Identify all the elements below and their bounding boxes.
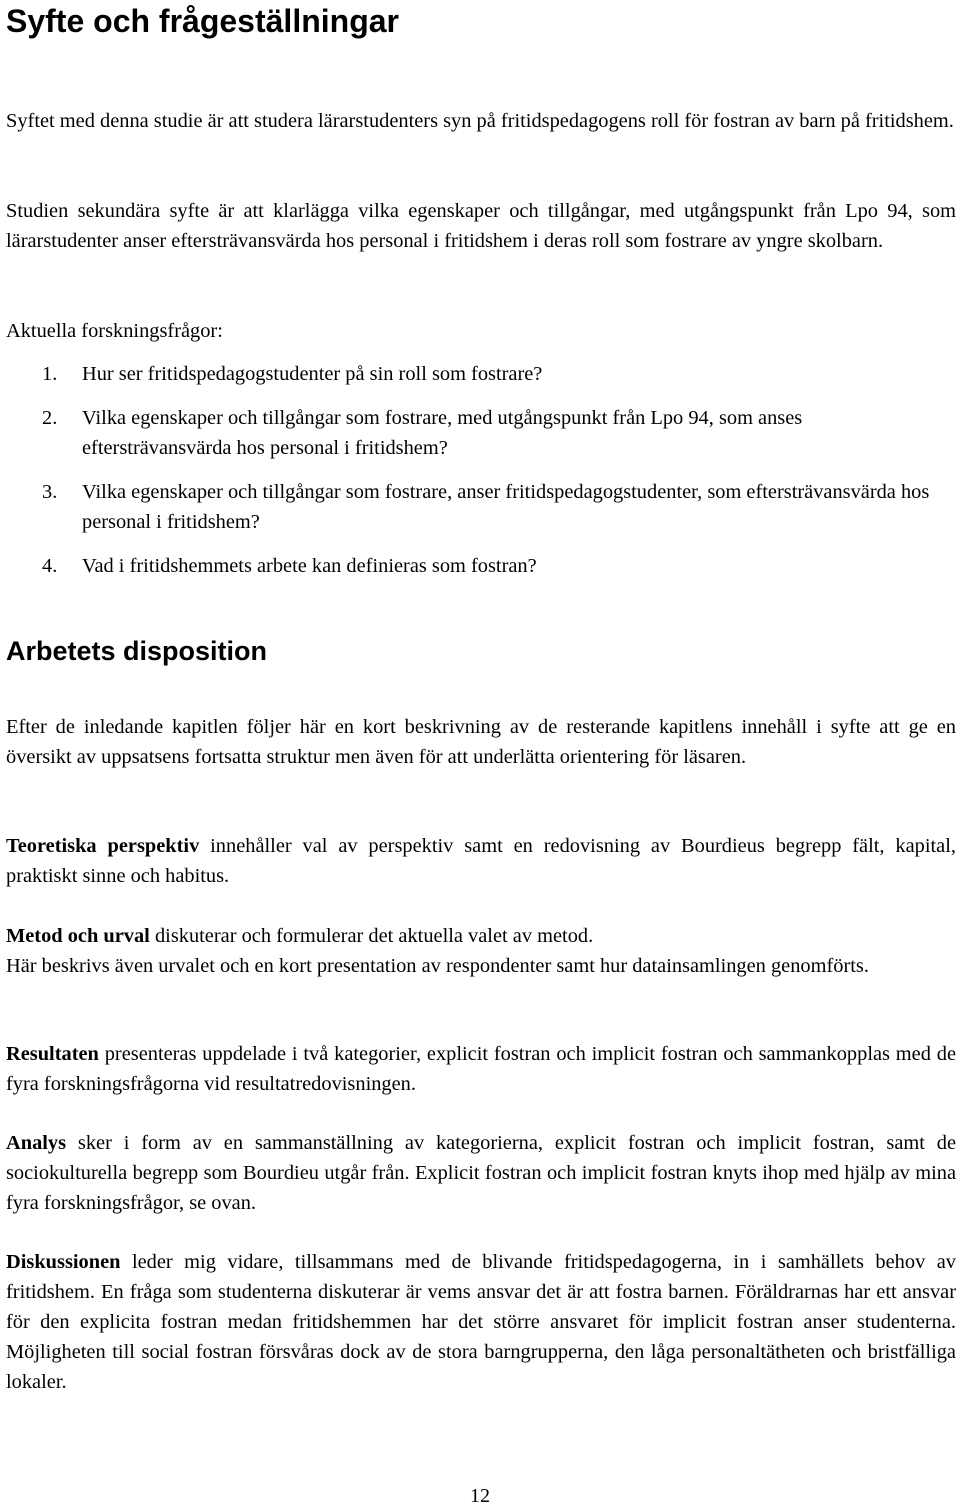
- questions-heading: Aktuella forskningsfrågor:: [6, 320, 223, 342]
- paragraph-metod: Metod och urval diskuterar och formulerar det aktuella valet av metod.: [6, 925, 594, 947]
- paragraph-diskussion: Diskussionen leder mig vidare, tillsammans med de blivande fritidspedagogerna, in i samhällets behov av fritidshem. En fråga som studenterna diskuterar är vems ansvar det är att fostra barnen. Föräldrarnas har ett ansvar för den explicita fostran medan fritidshemmen har det större ansvaret för implicit fostran anser studenterna. Möjligheten till social fostran försvåras dock av de stora barngrupperna, den låga personaltätheten och bristfälliga lokaler.: [6, 1251, 956, 1393]
- paragraph-resultat: Resultaten presenteras uppdelade i två kategorier, explicit fostran och implicit fostran och sammankopplas med de fyra forskningsfrågorna vid resultatredovisningen.: [6, 1043, 956, 1095]
- paragraph-metod-2: Här beskrivs även urvalet och en kort presentation av respondenter samt hur datainsamlingen genomförts.: [6, 955, 869, 977]
- list-number: 1.: [42, 363, 58, 385]
- list-item: [6, 403, 946, 463]
- list-number: 4.: [42, 555, 58, 577]
- section-title-disposition: Arbetets disposition: [6, 636, 268, 666]
- page-number: 12: [470, 1485, 490, 1507]
- list-text: Hur ser fritidspedagogstudenter på sin roll som fostrare?: [82, 363, 543, 385]
- paragraph-syfte: Syftet med denna studie är att studera lärarstudenters syn på fritidspedagogens roll för fostran av barn på fritidshem.: [6, 110, 954, 132]
- research-questions-list: [6, 359, 946, 595]
- list-number: 3.: [42, 481, 58, 503]
- list-item: [6, 551, 946, 581]
- list-item: [6, 359, 946, 389]
- paragraph-analys: Analys sker i form av en sammanställning av kategorierna, explicit fostran och implicit fostran, samt de sociokulturella begrepp som Bourdieu utgår från. Explicit fostran och implicit fostran knyts ihop med hjälp av mina fyra forskningsfrågor, se ovan.: [6, 1132, 956, 1214]
- list-number: 2.: [42, 407, 58, 429]
- bold-term-metod: Metod och urval: [6, 925, 150, 947]
- section-title-syfte: Syfte och frågeställningar: [6, 3, 399, 39]
- paragraph-sekundart-syfte: Studien sekundära syfte är att klarlägga vilka egenskaper och tillgångar, med utgångspunkt från Lpo 94, som lärarstudenter anser eftersträvansvärda hos personal i fritidshem i deras roll som fostrare av yngre skolbarn.: [6, 200, 956, 252]
- list-text: Vilka egenskaper och tillgångar som fostrare, anser fritidspedagogstudenter, som eftersträvansvärda hos personal i fritidshem?: [82, 481, 930, 533]
- list-text: Vilka egenskaper och tillgångar som fostrare, med utgångspunkt från Lpo 94, som anses eftersträvansvärda hos personal i fritidshem?: [82, 407, 803, 459]
- list-item: [6, 477, 946, 537]
- list-text: Vad i fritidshemmets arbete kan definieras som fostran?: [82, 555, 537, 577]
- paragraph-intro: Efter de inledande kapitlen följer här en kort beskrivning av de resterande kapitlens innehåll i syfte att ge en översikt av uppsatsens fortsatta struktur men även för att underlätta orientering för läsaren.: [6, 716, 956, 768]
- bold-term-resultat: Resultaten: [6, 1043, 99, 1065]
- bold-term-analys: Analys: [6, 1132, 67, 1154]
- paragraph-teori: Teoretiska perspektiv innehåller val av perspektiv samt en redovisning av Bourdieus begrepp fält, kapital, praktiskt sinne och habitus.: [6, 835, 956, 887]
- bold-term-teori: Teoretiska perspektiv: [6, 835, 200, 857]
- bold-term-diskussion: Diskussionen: [6, 1251, 121, 1273]
